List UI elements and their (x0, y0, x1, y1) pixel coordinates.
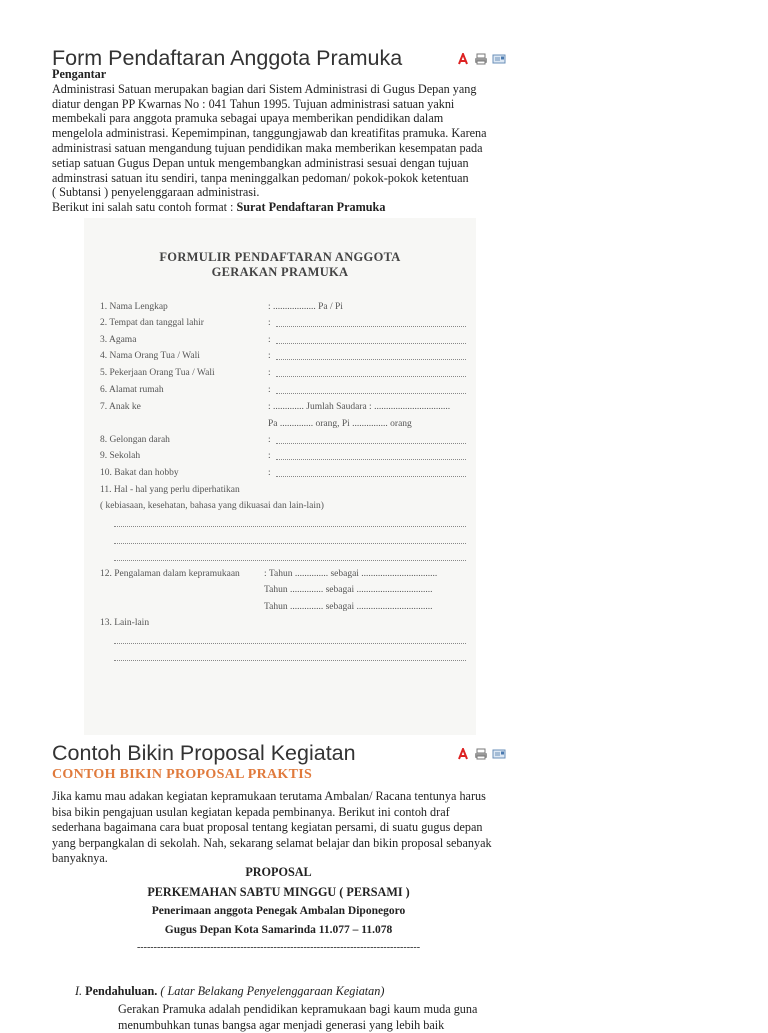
form-row-label: 13. Lain-lain (100, 618, 150, 628)
form-row-value: Tahun .............. sebagai ................................ (264, 602, 433, 612)
p-line: membekali para anggota pramuka sebagai upaya memberikan pendidikan dalam (52, 111, 444, 126)
section-note: ( Latar Belakang Penyelenggaraan Kegiatan) (157, 984, 385, 998)
form-fill-line (276, 318, 466, 327)
article-body-2 (52, 789, 522, 867)
p-line: banyaknya. (52, 851, 108, 866)
form-row-label: 7. Anak ke (100, 402, 141, 412)
p-line: sederhana bagaimana cara buat proposal tentang kegiatan persami, di suatu gugus depan (52, 820, 483, 835)
p-line: diatur dengan PP Kwarnas No : 041 Tahun 1995. Tujuan administrasi satuan yakni (52, 96, 455, 111)
form-fill-line (114, 652, 466, 661)
form-row-value: : Tahun .............. sebagai ................................ (264, 569, 438, 579)
form-fill-line (276, 385, 466, 394)
article-title-2[interactable]: Contoh Bikin Proposal Kegiatan (52, 741, 356, 765)
section-heading (75, 984, 384, 1000)
pdf-icon[interactable] (456, 52, 470, 64)
section-text (118, 1002, 477, 1033)
article-title[interactable]: Form Pendaftaran Anggota Pramuka (52, 46, 403, 70)
section-line: menumbuhkan tunas bangsa agar menjadi generasi yang lebih baik (118, 1017, 445, 1032)
form-row-label: 1. Nama Lengkap (100, 302, 168, 312)
form-row-label: 3. Agama (100, 335, 137, 345)
email-icon[interactable] (492, 52, 506, 64)
p-line: Administrasi Satuan merupakan bagian dari Sistem Administrasi di Gugus Depan yang (52, 81, 477, 96)
form-fill-line (114, 635, 466, 644)
form-fill-line (114, 518, 466, 527)
form-title-2: GERAKAN PRAMUKA (211, 265, 349, 279)
form-row-label: 4. Nama Orang Tua / Wali (100, 351, 200, 361)
section-title: Pendahuluan. (85, 984, 158, 998)
form-fill-line (276, 351, 466, 360)
section-line: Gerakan Pramuka adalah pendidikan kepramukaan bagi kaum muda guna (118, 1002, 478, 1016)
p-line: adminstrasi satuan itu sendiri, tanpa meninggalkan pedoman/ pokok-pokok ketentuan (52, 170, 469, 185)
form-fill-line (276, 335, 466, 344)
p-line: Jika kamu mau adakan kegiatan kepramukaan terutama Ambalan/ Racana tentunya harus (52, 789, 486, 803)
article-body (52, 67, 512, 215)
p-line: mengelola administrasi. Kepemimpinan, tanggungjawab dan kreatifitas pramuka. Karena (52, 126, 487, 141)
proposal-gugus: Gugus Depan Kota Samarinda 11.077 – 11.078 (164, 924, 393, 936)
proposal-subtitle: Penerimaan anggota Penegak Ambalan Diponegoro (151, 905, 406, 917)
form-row-value: : (268, 368, 271, 378)
p-line: bisa bikin pengajuan usulan kegiatan kepada pembinanya. Berikut ini contoh draf (52, 804, 450, 819)
form-row-value: Pa .............. orang, Pi ............... orang (268, 419, 412, 429)
form-row-value: : (268, 468, 271, 478)
article-subtitle: CONTOH BIKIN PROPOSAL PRAKTIS (52, 767, 313, 782)
form-row-label: 9. Sekolah (100, 451, 141, 461)
form-title-1: FORMULIR PENDAFTARAN ANGGOTA (159, 250, 401, 264)
proposal-event: PERKEMAHAN SABTU MINGGU ( PERSAMI ) (147, 885, 410, 899)
form-row-value: : (268, 351, 271, 361)
form-fill-line (114, 535, 466, 544)
proposal-heading: PROPOSAL (245, 865, 312, 879)
print-icon[interactable] (474, 52, 488, 64)
form-fill-line (276, 435, 466, 444)
form-fill-line (276, 368, 466, 377)
intro-bold: Surat Pendaftaran Pramuka (236, 200, 386, 215)
form-row-label: 11. Hal - hal yang perlu diperhatikan (100, 485, 240, 495)
p-line: setiap satuan Gugus Depan untuk mengembangkan administrasi sesuai dengan tujuan (52, 155, 469, 170)
form-row-value: Tahun .............. sebagai ................................ (264, 585, 433, 595)
pdf-icon[interactable] (456, 747, 470, 759)
form-row-value: : .................. Pa / Pi (268, 302, 343, 312)
form-fill-line (276, 468, 466, 477)
email-icon[interactable] (492, 747, 506, 759)
form-row-value: : (268, 335, 271, 345)
form-fill-line (114, 552, 466, 561)
article-actions-2 (456, 747, 506, 759)
form-row-value: : (268, 435, 271, 445)
registration-form-image (84, 218, 476, 735)
form-row-label: ( kebiasaan, kesehatan, bahasa yang dikuasai dan lain-lain) (100, 501, 324, 511)
form-row-value: : (268, 451, 271, 461)
form-row-label: 8. Gelongan darah (100, 435, 170, 445)
p-line: ( Subtansi ) penyelenggaraan administrasi. (52, 185, 260, 200)
heading-pengantar: Pengantar (52, 67, 107, 81)
form-row-value: : (268, 318, 271, 328)
section-number: I. (75, 984, 86, 998)
article-actions (456, 52, 506, 64)
form-row-label: 5. Pekerjaan Orang Tua / Wali (100, 368, 215, 378)
intro-text: Berikut ini salah satu contoh format : (52, 200, 237, 215)
form-row-value: : (268, 385, 271, 395)
print-icon[interactable] (474, 747, 488, 759)
form-row-label: 12. Pengalaman dalam kepramukaan (100, 569, 240, 579)
form-row-value: : ............. Jumlah Saudara : ................................ (268, 402, 451, 412)
form-row-label: 2. Tempat dan tanggal lahir (100, 318, 204, 328)
p-line: yang berpangkalan di sekolah. Nah, sekarang selamat belajar dan bikin proposal sebanyak (52, 835, 492, 850)
divider: ------------------------------------------------------------------------------------- (136, 942, 421, 953)
form-row-label: 10. Bakat dan hobby (100, 468, 179, 478)
p-line: administrasi satuan mengandung tujuan pendidikan maka memberikan kesempatan pada (52, 140, 483, 155)
form-row-label: 6. Alamat rumah (100, 385, 164, 395)
form-fill-line (276, 451, 466, 460)
